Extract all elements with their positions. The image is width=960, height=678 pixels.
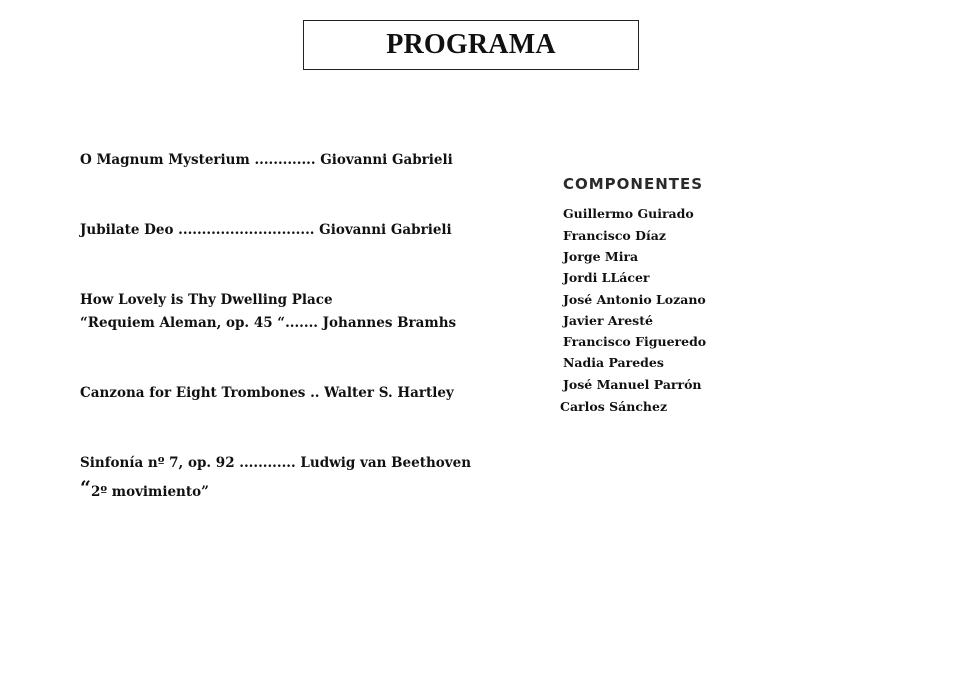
- program-item-1: O Magnum Mysterium ............. Giovanni Gabrieli: [80, 152, 453, 168]
- opening-quote: “: [80, 477, 91, 499]
- program-item-3-title: How Lovely is Thy Dwelling Place: [80, 292, 333, 308]
- member-7: Francisco Figueredo: [563, 334, 707, 349]
- member-5: José Antonio Lozano: [563, 292, 706, 307]
- member-4: Jordi LLácer: [563, 270, 650, 285]
- program-item-4: Canzona for Eight Trombones .. Walter S. Hartley: [80, 385, 454, 401]
- member-6: Javier Aresté: [563, 313, 653, 328]
- member-3: Jorge Mira: [563, 249, 639, 264]
- components-heading: COMPONENTES: [563, 175, 704, 193]
- page-title: PROGRAMA: [386, 29, 556, 60]
- program-item-5-movement: 2º movimiento”: [90, 484, 209, 500]
- member-9: José Manuel Parrón: [563, 377, 702, 392]
- member-1: Guillermo Guirado: [563, 206, 694, 221]
- member-8: Nadia Paredes: [563, 355, 664, 370]
- title-box: [303, 20, 639, 70]
- member-2: Francisco Díaz: [563, 228, 666, 243]
- program-item-2: Jubilate Deo ............................. Giovanni Gabrieli: [80, 222, 452, 238]
- member-10: Carlos Sánchez: [560, 399, 668, 414]
- program-item-3-detail: “Requiem Aleman, op. 45 “....... Johannes Bramhs: [80, 315, 457, 331]
- program-item-5-title: Sinfonía nº 7, op. 92 ............ Ludwig van Beethoven: [80, 455, 472, 471]
- program-item-5-detail: [80, 477, 209, 501]
